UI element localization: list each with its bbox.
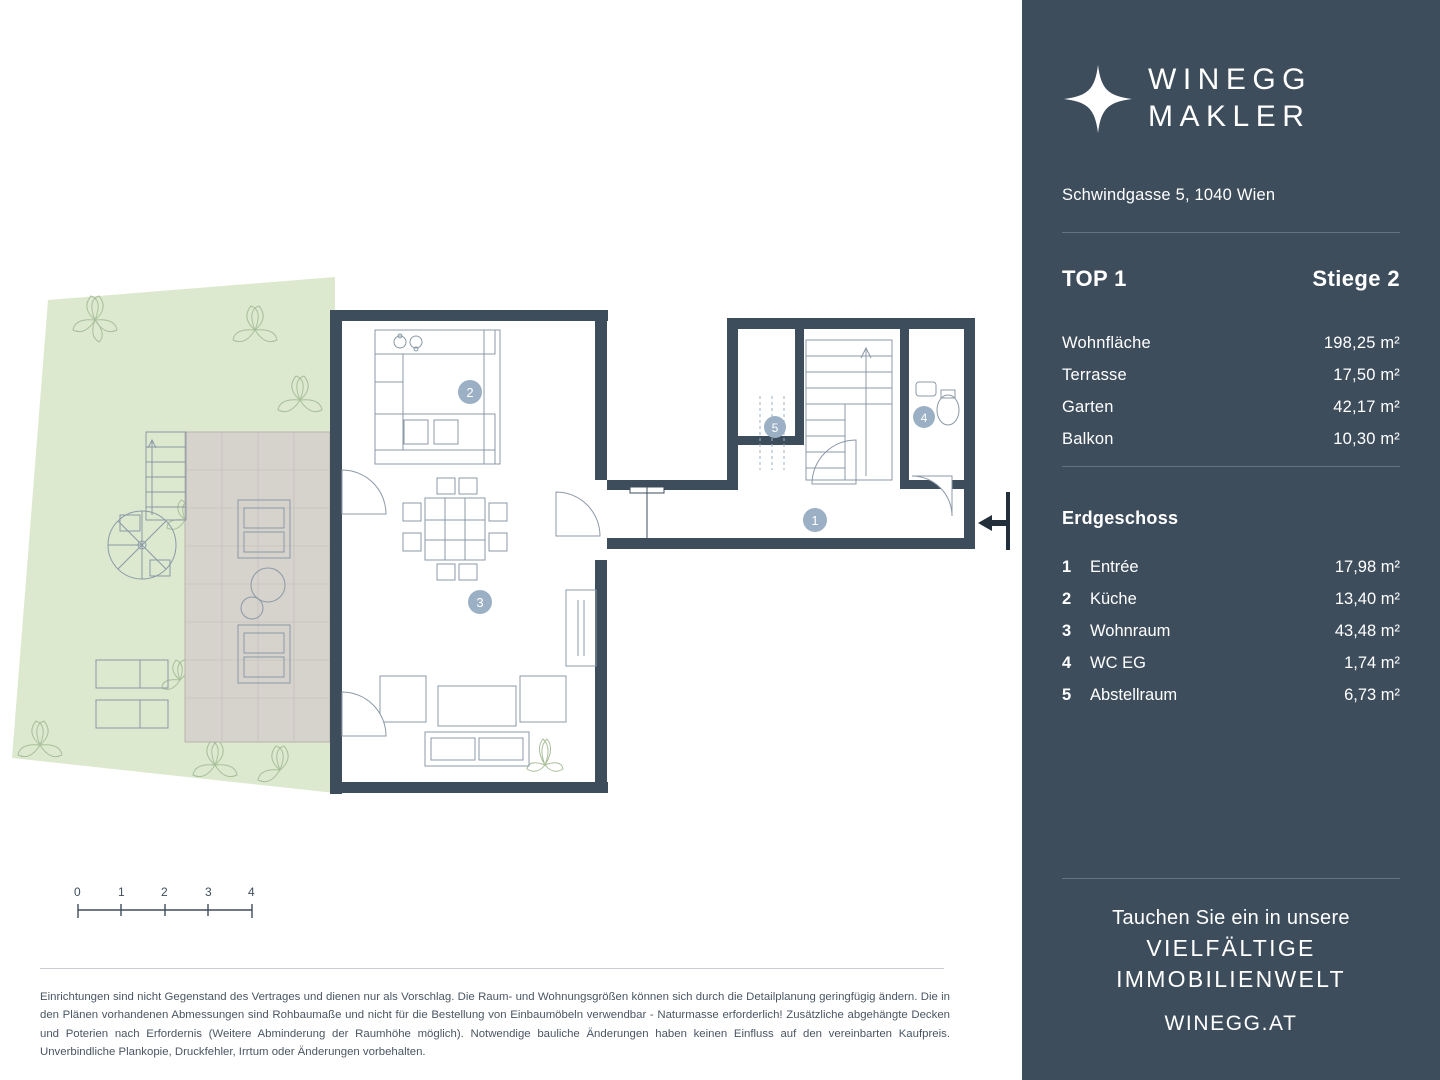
room-name: Wohnraum	[1090, 622, 1171, 640]
area-label: Wohnfläche	[1062, 334, 1151, 352]
area-value: 198,25 m²	[1323, 334, 1400, 352]
area-value: 10,30 m²	[1333, 430, 1400, 448]
room-markers	[458, 380, 935, 614]
footer-line-2: VIELFÄLTIGE	[1146, 934, 1316, 961]
room-marker-1[interactable]	[803, 508, 827, 532]
kitchen-fittings	[375, 330, 500, 464]
svg-text:2: 2	[466, 385, 474, 400]
walls	[330, 310, 975, 794]
room-row-1	[1062, 558, 1400, 577]
room-name: Küche	[1090, 590, 1137, 608]
property-address: Schwindgasse 5, 1040 Wien	[1062, 186, 1276, 204]
room-name: Entrée	[1090, 558, 1139, 576]
footer-block	[1022, 905, 1440, 1039]
terrace-area	[185, 432, 330, 742]
room-marker-5[interactable]	[764, 416, 786, 438]
svg-text:3: 3	[476, 595, 484, 610]
room-row-3	[1062, 622, 1400, 641]
svg-text:3: 3	[205, 885, 212, 899]
info-sidebar	[1022, 0, 1440, 1080]
svg-text:1: 1	[811, 513, 819, 528]
room-row-2	[1062, 590, 1400, 609]
room-marker-2[interactable]	[458, 380, 482, 404]
stiege-label: Stiege 2	[1312, 266, 1400, 291]
floor-title: Erdgeschoss	[1062, 508, 1179, 528]
area-summary	[1062, 334, 1400, 462]
svg-text:0: 0	[74, 885, 81, 899]
brand-line-1: WINEGG	[1148, 63, 1312, 96]
area-row	[1062, 366, 1400, 385]
room-number: 5	[1062, 686, 1072, 704]
dining-furniture	[403, 478, 507, 580]
area-row	[1062, 398, 1400, 417]
room-row-5	[1062, 686, 1400, 705]
svg-text:1: 1	[118, 885, 125, 899]
room-area: 6,73 m²	[1344, 686, 1400, 704]
room-number: 3	[1062, 622, 1072, 640]
room-row-4	[1062, 654, 1400, 673]
room-name: WC EG	[1090, 654, 1146, 672]
room-area: 1,74 m²	[1344, 654, 1400, 672]
room-area: 17,98 m²	[1334, 558, 1400, 576]
scale-bar	[74, 885, 255, 918]
top-label: TOP 1	[1062, 266, 1127, 291]
area-value: 42,17 m²	[1333, 398, 1400, 416]
area-value: 17,50 m²	[1333, 366, 1400, 384]
room-area: 43,48 m²	[1334, 622, 1400, 640]
divider-1	[1062, 232, 1400, 233]
divider-3	[1062, 878, 1400, 879]
disclaimer-divider	[40, 968, 944, 969]
area-label: Balkon	[1062, 430, 1114, 448]
room-area: 13,40 m²	[1334, 590, 1400, 608]
footer-line-3: IMMOBILIENWELT	[1116, 966, 1346, 993]
website-link[interactable]: WINEGG.AT	[1164, 1012, 1298, 1036]
svg-text:2: 2	[161, 885, 168, 899]
area-row	[1062, 334, 1400, 353]
living-furniture	[380, 590, 596, 766]
area-label: Garten	[1062, 398, 1114, 416]
area-label: Terrasse	[1062, 366, 1127, 384]
brand-logo	[1062, 62, 1312, 135]
brand-line-2: MAKLER	[1148, 99, 1311, 133]
room-number: 4	[1062, 654, 1072, 672]
svg-text:5: 5	[771, 421, 779, 435]
room-number: 2	[1062, 590, 1072, 608]
svg-text:4: 4	[248, 885, 255, 899]
entrance-arrow-icon	[978, 492, 1010, 550]
room-marker-4[interactable]	[913, 406, 935, 428]
footer-line-1: Tauchen Sie ein in unsere	[1112, 907, 1350, 929]
four-point-star-icon	[1062, 63, 1134, 135]
room-marker-3[interactable]	[468, 590, 492, 614]
svg-text:4: 4	[920, 411, 928, 425]
area-row	[1062, 430, 1400, 449]
room-number: 1	[1062, 558, 1072, 576]
unit-header	[1062, 266, 1400, 292]
room-name: Abstellraum	[1090, 686, 1178, 704]
room-list	[1062, 558, 1400, 718]
divider-2	[1062, 466, 1400, 467]
disclaimer-text: Einrichtungen sind nicht Gegenstand des Vertrages und dienen nur als Vorschlag. Die Raum- und Wohnungsgrößen können sich durch die Detailplanung geringfügig ändern. Die in den Plänen vorhandenen Abmessungen sind Rohbaumaße und nicht für die Bestellung von Einbaumöbeln verwendbar - Naturmasse erforderlich! Zusätzliche abgehängte Decken und Poterien nach Erfordernis (Weitere Abminderung der Raumhöhe möglich). Notwendige bauliche Änderungen haben keinen Einfluss auf den vereinbarten Kaufpreis. Unverbindliche Plankopie, Druckfehler, Irrtum oder Änderungen vorbehalten.	[40, 991, 950, 1059]
